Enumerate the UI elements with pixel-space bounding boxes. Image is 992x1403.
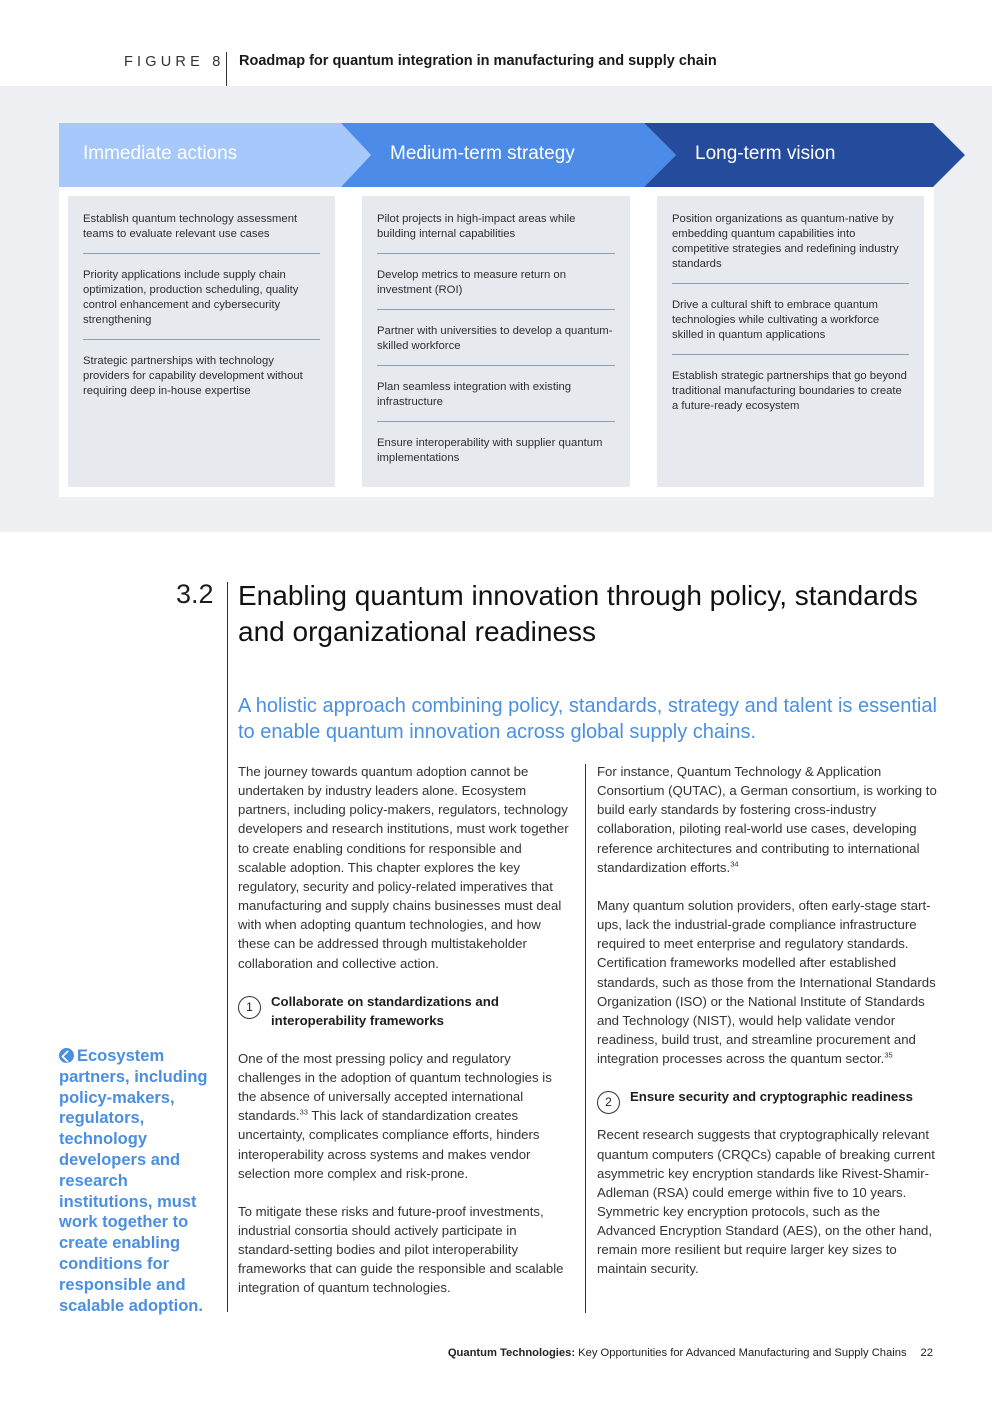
publication-title-bold: Quantum Technologies: bbox=[447, 1347, 576, 1359]
subheading-text: Ensure security and cryptographic readiness bbox=[630, 1089, 913, 1105]
card-item: Drive a cultural shift to embrace quantum technologies while cultivating a workforce skilled in quantum applications bbox=[672, 296, 909, 355]
paragraph bbox=[238, 1049, 573, 1183]
paragraph: The journey towards quantum adoption cannot be undertaken by industry leaders alone. Ecosystem partners, including policy-makers, regulators, technology developers and research institutions, must work together to create enabling conditions for responsible and scalable adoption. This chapter explores the key regulatory, security and policy-related imperatives that manufacturing and supply chains businesses must deal with when adopting quantum technologies, and how these can be addressed through multistakeholder collaboration and collective action. bbox=[238, 764, 569, 971]
stage-3-label: Long-term vision bbox=[695, 143, 836, 164]
subheading-2 bbox=[597, 1087, 937, 1110]
section-title: Enabling quantum innovation through policy, standards and organizational readiness bbox=[238, 580, 918, 647]
figure-header bbox=[0, 50, 992, 86]
footnote-ref: 35 bbox=[884, 1050, 893, 1060]
card-item: Partner with universities to develop a quantum-skilled workforce bbox=[377, 322, 615, 366]
figure-panel bbox=[0, 86, 992, 532]
quote-arrow-icon bbox=[59, 1048, 74, 1063]
stage-3-card bbox=[657, 196, 924, 487]
footnote-ref: 33 bbox=[299, 1107, 308, 1117]
roadmap-cards bbox=[59, 187, 934, 497]
page-number: 22 bbox=[920, 1347, 933, 1359]
publication-title-rest: Key Opportunities for Advanced Manufacturing and Supply Chains bbox=[575, 1347, 907, 1359]
paragraph-text: Many quantum solution providers, often early-stage start-ups, lack the industrial-grade compliance infrastructure required to meet enterprise and regulatory standards. Certification frameworks modelled after established standards, such as those from the International Standards Organization (ISO) or the National Institute of Standards and Technology (NIST), would help validate vendor readiness, build trust, and streamline procurement and integration processes across the quantum sector. bbox=[597, 897, 936, 1067]
figure-label: FIGURE 8 bbox=[124, 54, 225, 70]
section-lead: A holistic approach combining policy, standards, strategy and talent is essential to enable quantum innovation across global supply chains. bbox=[238, 695, 937, 743]
paragraph: To mitigate these risks and future-proof investments, industrial consortia should actively participate in standard-setting bodies and pilot interoperability frameworks that can guide the responsible and scalable integration of quantum technologies. bbox=[238, 1203, 564, 1296]
section-number: 3.2 bbox=[176, 579, 214, 609]
footnote-ref: 34 bbox=[730, 859, 739, 869]
column-divider bbox=[585, 764, 586, 1313]
stage-2-label: Medium-term strategy bbox=[390, 143, 575, 164]
card-item: Establish strategic partnerships that go beyond traditional manufacturing boundaries to create a future-ready ecosystem bbox=[672, 370, 907, 412]
paragraph: Recent research suggests that cryptographically relevant quantum computers (CRQCs) capable of breaking current asymmetric key encryption standards like Rivest-Shamir-Adleman (RSA) could emerge within five to 10 years. Symmetric key encryption protocols, such as the Advanced Encryption Standard (AES), on the other hand, remain more resilient but require larger key sizes to maintain security. bbox=[597, 1127, 935, 1277]
pull-quote bbox=[59, 1046, 214, 1316]
stage-2-card bbox=[362, 196, 630, 487]
paragraph-text: This lack of standardization creates uncertainty, complicates compliance efforts, hinders interoperability across systems and makes vendor selection more complex and risk-prone. bbox=[238, 1108, 540, 1181]
roadmap-arrows bbox=[59, 123, 965, 187]
section-divider bbox=[227, 582, 228, 1312]
stage-1-card bbox=[68, 196, 335, 487]
paragraph-text: One of the most pressing policy and regulatory challenges in the adoption of quantum technologies is the absence of universally accepted international standards. bbox=[238, 1050, 552, 1124]
number-badge: 2 bbox=[597, 1091, 620, 1114]
figure-title: Roadmap for quantum integration in manufacturing and supply chain bbox=[239, 53, 717, 69]
card-item: Pilot projects in high-impact areas while building internal capabilities bbox=[377, 210, 615, 254]
card-item: Develop metrics to measure return on investment (ROI) bbox=[377, 266, 615, 310]
page-footer bbox=[448, 1347, 933, 1359]
card-item: Strategic partnerships with technology providers for capability development without requiring deep in-house expertise bbox=[83, 355, 303, 397]
card-item: Position organizations as quantum-native by embedding quantum capabilities into competitive strategies and redefining industry standards bbox=[672, 210, 909, 284]
paragraph-text: For instance, Quantum Technology & Application Consortium (QUTAC), a German consortium, is working to build early standards by fostering cross-industry collaboration, piloting real-world use cases, developing reference architectures and contributing to international standardization efforts. bbox=[597, 764, 937, 875]
pull-quote-text: Ecosystem partners, including policy-makers, regulators, technology developers and research institutions, must work together to create enabling conditions for responsible and scalable adoption. bbox=[59, 1047, 208, 1315]
card-item: Ensure interoperability with supplier quantum implementations bbox=[377, 437, 603, 464]
subheading-1 bbox=[238, 992, 573, 1030]
number-badge: 1 bbox=[238, 996, 261, 1019]
body-column-right bbox=[597, 762, 937, 1298]
card-item: Plan seamless integration with existing infrastructure bbox=[377, 378, 615, 422]
figure-divider bbox=[226, 52, 227, 86]
stage-1-label: Immediate actions bbox=[83, 143, 238, 164]
card-item: Priority applications include supply chain optimization, production scheduling, quality control enhancement and cybersecurity strengthening bbox=[83, 266, 320, 340]
body-column-left bbox=[238, 762, 573, 1317]
paragraph bbox=[597, 896, 937, 1068]
subheading-text: Collaborate on standardizations and interoperability frameworks bbox=[271, 993, 499, 1028]
card-item: Establish quantum technology assessment teams to evaluate relevant use cases bbox=[83, 210, 320, 254]
paragraph bbox=[597, 762, 937, 877]
